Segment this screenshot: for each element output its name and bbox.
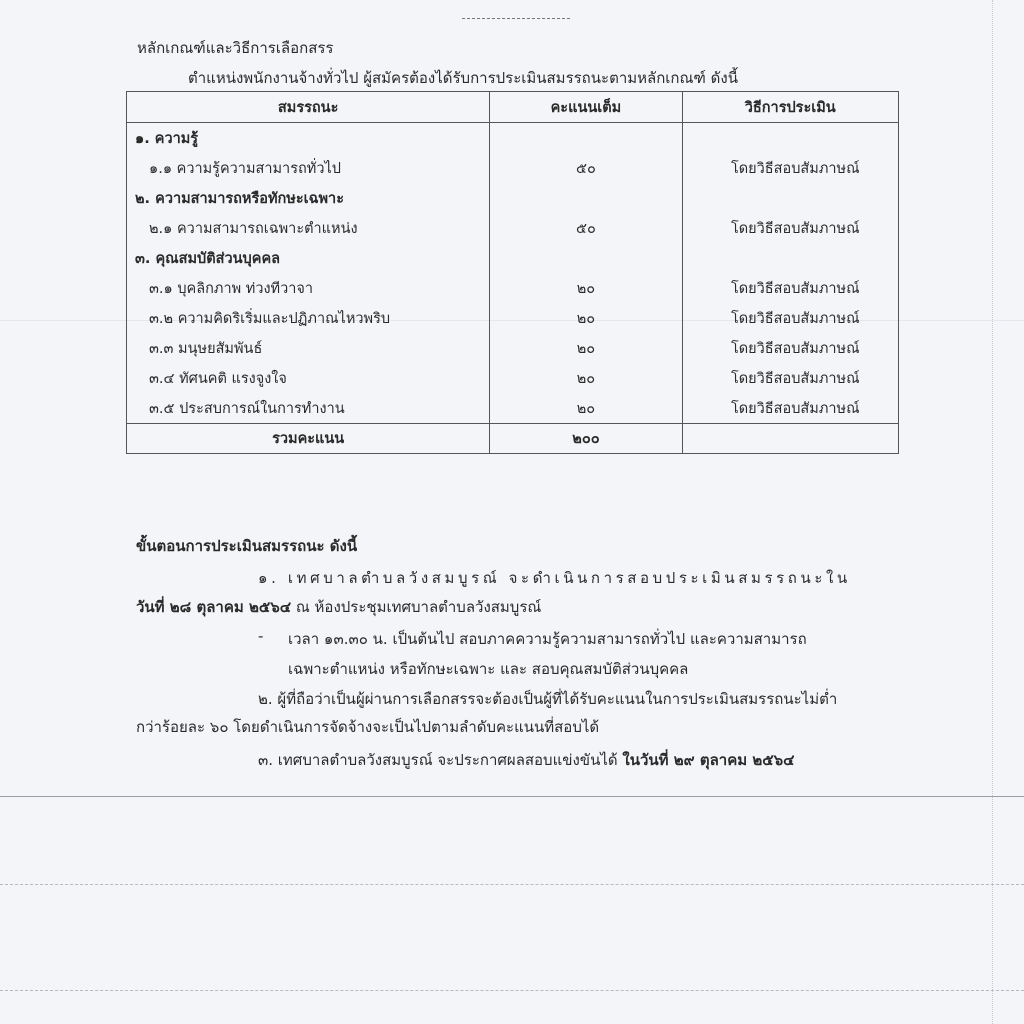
header-competency: สมรรถนะ	[127, 92, 490, 123]
step3-date: ในวันที่ ๒๙ ตุลาคม ๒๕๖๔	[622, 751, 795, 769]
step1-place: ณ ห้องประชุมเทศบาลตำบลวังสมบูรณ์	[291, 598, 542, 616]
table-header-row	[127, 92, 899, 123]
item-label: ๓.๓ มนุษยสัมพันธ์	[127, 333, 490, 363]
method-cell: โดยวิธีสอบสัมภาษณ์	[682, 393, 899, 424]
score-cell: ๒๐	[490, 273, 682, 303]
page-edge-line	[992, 0, 993, 1024]
time-line2: เฉพาะตำแหน่ง หรือทักษะเฉพาะ และ สอบคุณสมบัติส่วนบุคคล	[288, 660, 689, 678]
score-cell: ๕๐	[490, 153, 682, 183]
score-cell	[490, 123, 682, 154]
table-row	[127, 183, 899, 213]
method-cell	[682, 243, 899, 273]
method-cell: โดยวิธีสอบสัมภาษณ์	[682, 213, 899, 243]
total-row	[127, 424, 899, 454]
step2-line1: ๒. ผู้ที่ถือว่าเป็นผู้ผ่านการเลือกสรรจะต้องเป็นผู้ที่ได้รับคะแนนในการประเมินสมรรถนะไม่ต่ำ	[258, 690, 838, 708]
dashed-divider	[0, 990, 1024, 991]
procedure-section	[136, 534, 906, 558]
table-row	[127, 213, 899, 243]
item-label: ๓.๒ ความคิดริเริ่มและปฏิภาณไหวพริบ	[127, 303, 490, 333]
method-cell: โดยวิธีสอบสัมภาษณ์	[682, 153, 899, 183]
score-cell	[490, 183, 682, 213]
competency-table	[126, 91, 899, 454]
method-cell	[682, 183, 899, 213]
step3-line	[258, 748, 794, 772]
category-label: ๑. ความรู้	[127, 123, 490, 154]
horizontal-divider	[0, 796, 1024, 797]
category-label: ๓. คุณสมบัติส่วนบุคคล	[127, 243, 490, 273]
table-row	[127, 273, 899, 303]
document-heading: หลักเกณฑ์และวิธีการเลือกสรร	[137, 39, 334, 57]
score-cell	[490, 243, 682, 273]
table-row	[127, 363, 899, 393]
table-row	[127, 153, 899, 183]
header-full-score: คะแนนเต็ม	[490, 92, 682, 123]
top-dashed-rule	[462, 18, 570, 19]
step3-text: ๓. เทศบาลตำบลวังสมบูรณ์ จะประกาศผลสอบแข่งขันได้	[258, 751, 623, 769]
intro-text: ตำแหน่งพนักงานจ้างทั่วไป ผู้สมัครต้องได้รับการประเมินสมรรถนะตามหลักเกณฑ์ ดังนี้	[188, 69, 738, 87]
dash-bullet: -	[258, 627, 264, 645]
table-row	[127, 393, 899, 424]
score-cell: ๕๐	[490, 213, 682, 243]
total-score: ๒๐๐	[490, 424, 682, 454]
step1-date: วันที่ ๒๘ ตุลาคม ๒๕๖๔	[136, 598, 292, 616]
item-label: ๑.๑ ความรู้ความสามารถทั่วไป	[127, 153, 490, 183]
table-row	[127, 303, 899, 333]
dashed-divider	[0, 884, 1024, 885]
score-cell: ๒๐	[490, 393, 682, 424]
item-label: ๓.๔ ทัศนคติ แรงจูงใจ	[127, 363, 490, 393]
method-cell	[682, 123, 899, 154]
method-cell: โดยวิธีสอบสัมภาษณ์	[682, 363, 899, 393]
method-cell: โดยวิธีสอบสัมภาษณ์	[682, 273, 899, 303]
category-label: ๒. ความสามารถหรือทักษะเฉพาะ	[127, 183, 490, 213]
method-cell: โดยวิธีสอบสัมภาษณ์	[682, 333, 899, 363]
score-cell: ๒๐	[490, 303, 682, 333]
header-method: วิธีการประเมิน	[682, 92, 899, 123]
total-label: รวมคะแนน	[127, 424, 490, 454]
step2-line2: กว่าร้อยละ ๖๐ โดยดำเนินการจัดจ้างจะเป็นไปตามลำดับคะแนนที่สอบได้	[136, 718, 600, 736]
item-label: ๓.๕ ประสบการณ์ในการทำงาน	[127, 393, 490, 424]
total-method-empty	[682, 424, 899, 454]
table-row	[127, 123, 899, 154]
step1-line1: ๑. เทศบาลตำบลวังสมบูรณ์ จะดำเนินการสอบประเมินสมรรถนะใน	[258, 569, 851, 587]
procedure-title: ขั้นตอนการประเมินสมรรถนะ ดังนี้	[136, 537, 358, 555]
table-row	[127, 333, 899, 363]
item-label: ๓.๑ บุคลิกภาพ ท่วงทีวาจา	[127, 273, 490, 303]
step1-line2	[136, 595, 541, 619]
item-label: ๒.๑ ความสามารถเฉพาะตำแหน่ง	[127, 213, 490, 243]
table-row	[127, 243, 899, 273]
method-cell: โดยวิธีสอบสัมภาษณ์	[682, 303, 899, 333]
time-line1: เวลา ๑๓.๓๐ น. เป็นต้นไป สอบภาคความรู้ความสามารถทั่วไป และความสามารถ	[288, 630, 807, 648]
score-cell: ๒๐	[490, 363, 682, 393]
score-cell: ๒๐	[490, 333, 682, 363]
